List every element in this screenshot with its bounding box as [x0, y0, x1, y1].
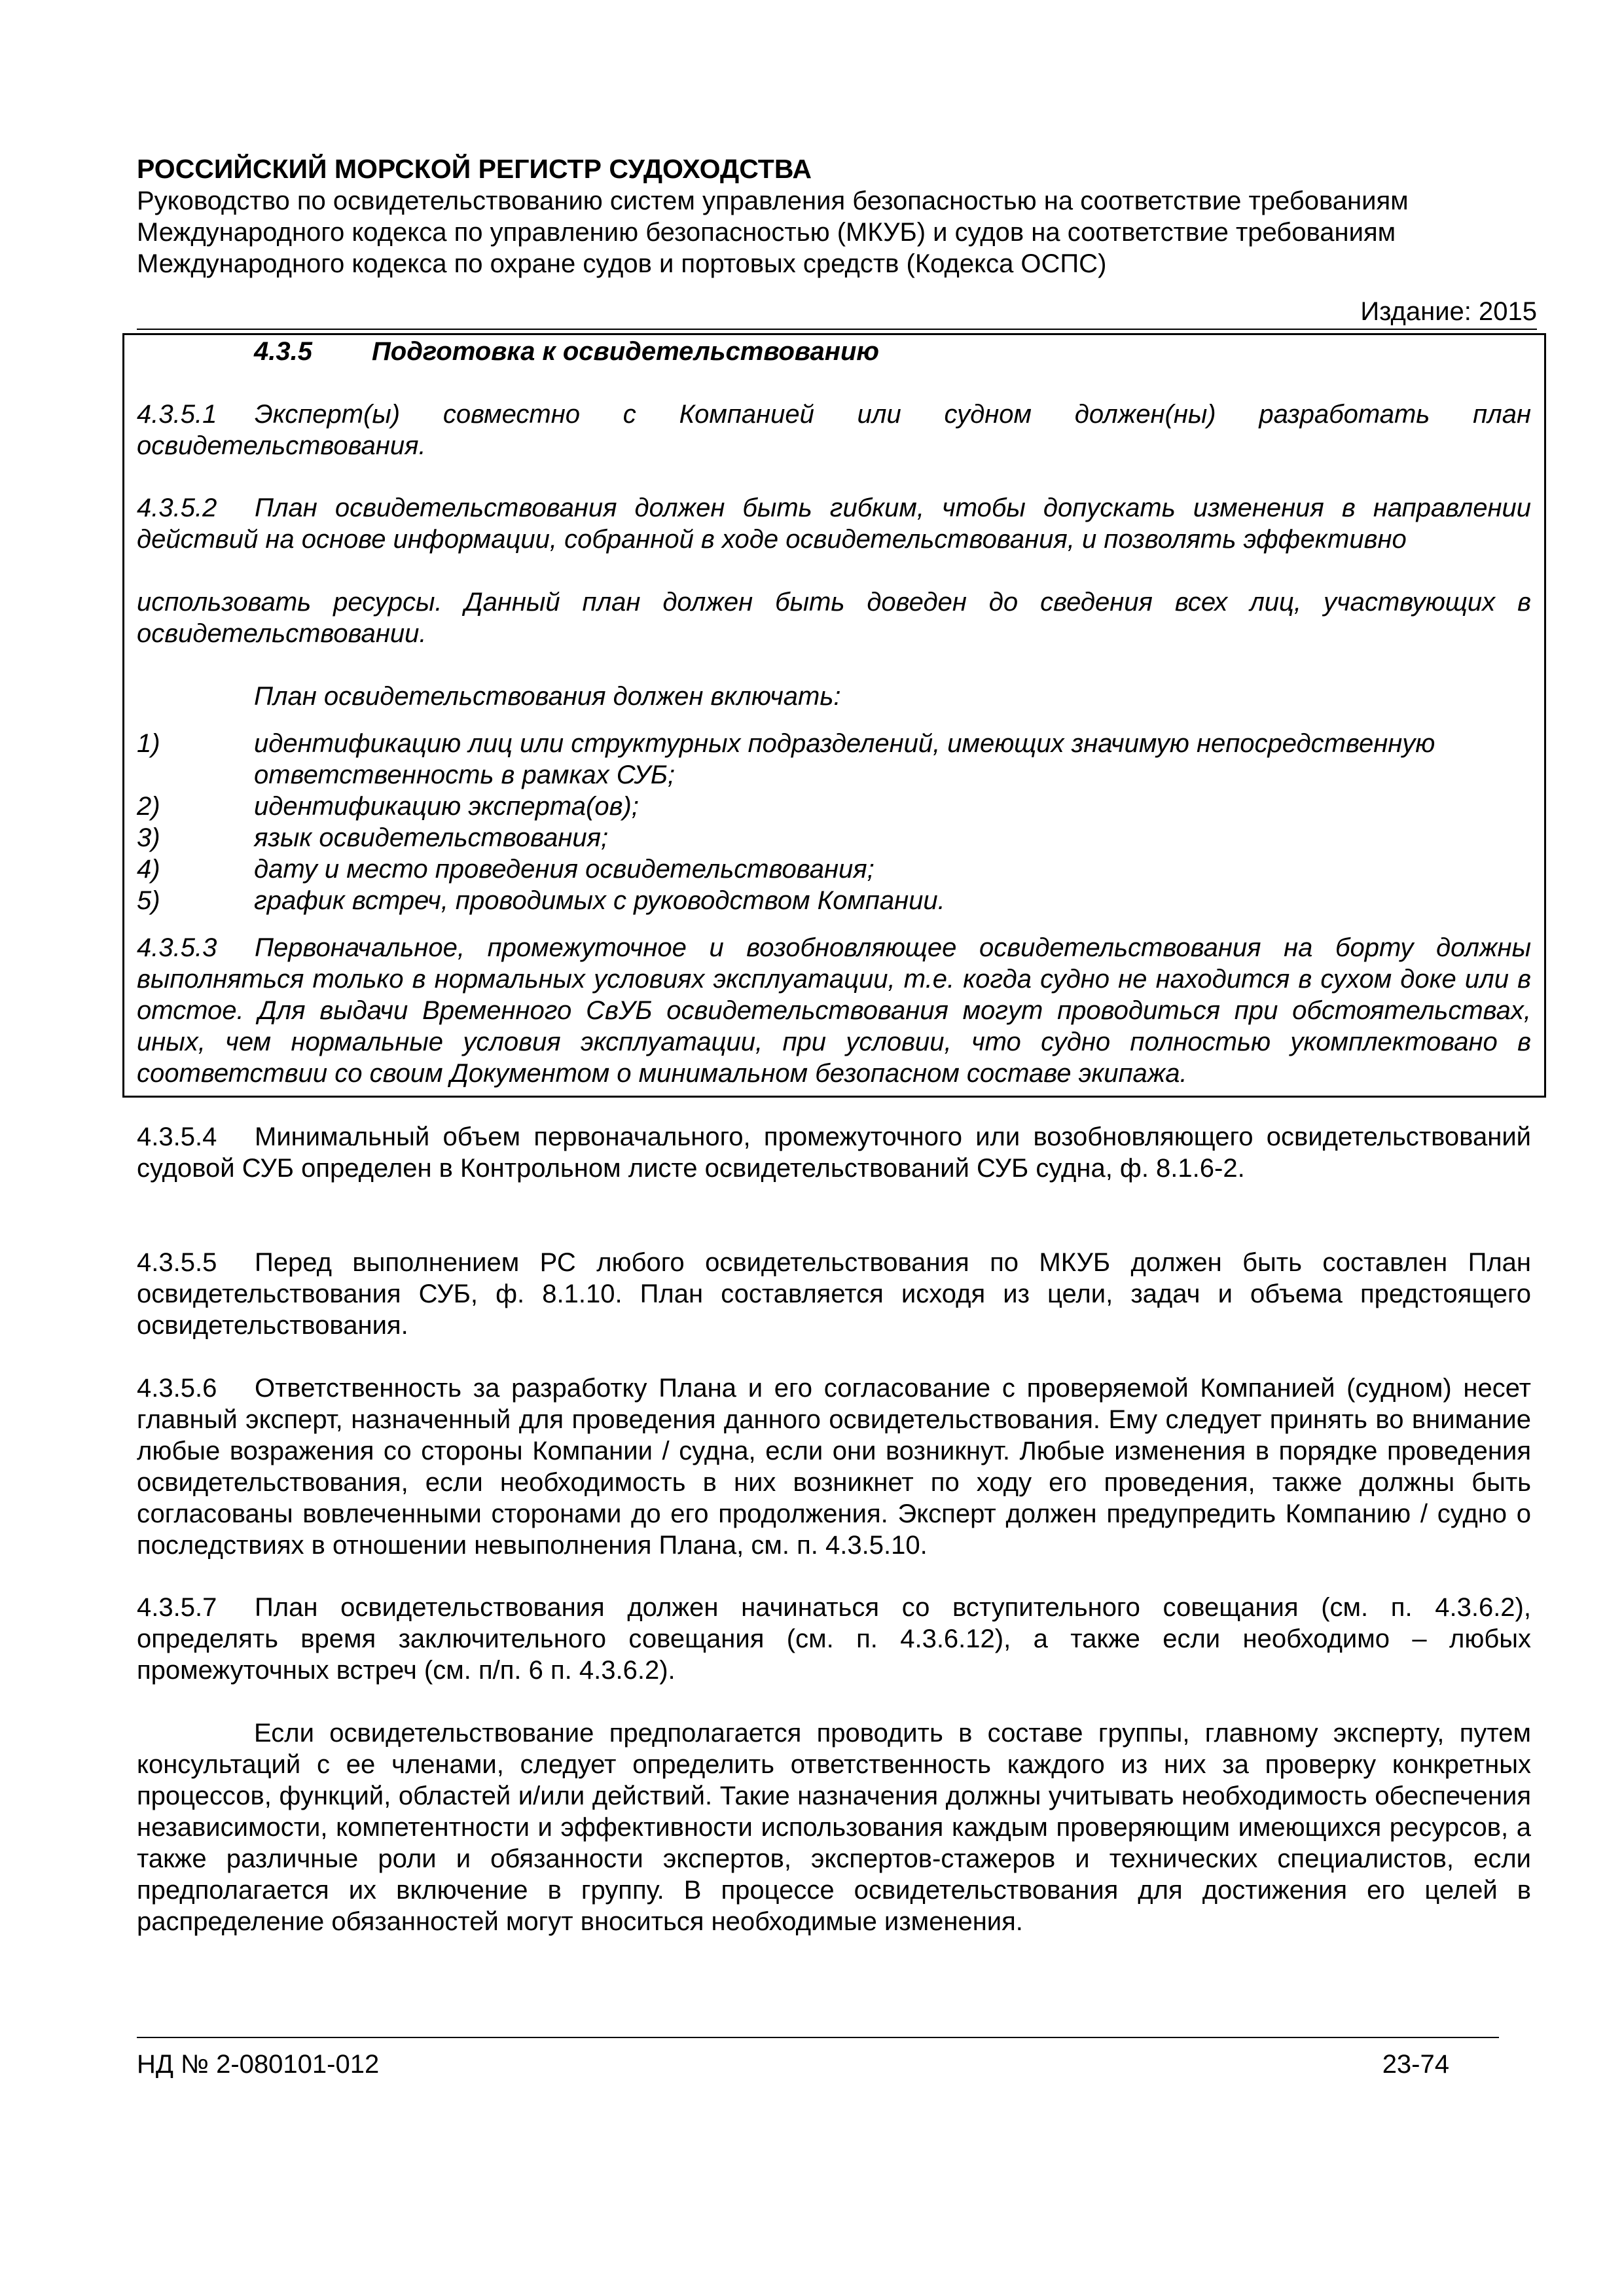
- plan-contents-intro: План освидетельствования должен включать:: [254, 682, 841, 711]
- paragraph-text: Минимальный объем первоначального, промежуточного или возобновляющего освидетельствований судовой СУБ определен в Контрольном листе освидетельствований СУБ судна, ф. 8.1.6-2.: [137, 1122, 1531, 1183]
- organization-name: РОССИЙСКИЙ МОРСКОЙ РЕГИСТР СУДОХОДСТВА: [137, 154, 812, 184]
- paragraph-4-3-5-2-continued: использовать ресурсы. Данный план должен быть доведен до сведения всех лиц, участвующих в освидетельствовании.: [137, 588, 1531, 648]
- paragraph-number: 4.3.5.5: [137, 1248, 217, 1277]
- list-item-text: идентификацию эксперта(ов);: [254, 792, 639, 821]
- paragraph-text: План освидетельствования должен быть гибким, чтобы допускать изменения в направлении действий на основе информации, собранной в ходе освидетельствования, и позволять эффективно: [137, 493, 1531, 554]
- footer-divider: [137, 2037, 1499, 2038]
- paragraph-team-audit: Если освидетельствование предполагается проводить в составе группы, главному эксперту, путем консультаций с ее членами, следует определить ответственность каждого из них за проверку конкретных процессов, функций, областей и/или действий. Такие назначения должны учитывать необходимость обеспечения независимости, компетентности и эффективности использования каждым проверяющим имеющихся ресурсов, а также различные роли и обязанности экспертов, экспертов-стажеров и технических специалистов, если предполагается их включение в группу. В процессе освидетельствования для достижения его целей в распределение обязанностей могут вноситься необходимые изменения.: [137, 1719, 1531, 1936]
- list-item-text: язык освидетельствования;: [254, 823, 609, 852]
- paragraph-4-3-5-6: [137, 1372, 1531, 1561]
- list-item: [137, 791, 1531, 822]
- list-item-number: 4): [137, 855, 160, 884]
- header-divider: [137, 329, 1537, 330]
- paragraph-text: Ответственность за разработку Плана и его согласование с проверяемой Компанией (судном) несет главный эксперт, назначенный для проведения данного освидетельствования. Ему следует принять во внимание любые возражения со стороны Компании / судна, если они возникнут. Любые изменения в порядке проведения освидетельствования, если необходимость в них возникнет по ходу его проведения, также должны быть согласованы вовлеченными сторонами до его продолжения. Эксперт должен предупредить Компанию / судно о последствиях в отношении невыполнения Плана, см. п. 4.3.5.10.: [137, 1374, 1531, 1560]
- paragraph-text: Первоначальное, промежуточное и возобновляющее освидетельствования на борту должны выполняться только в нормальных условиях эксплуатации, т.е. когда судно не находится в сухом доке или в отстое. Для выдачи Временного СвУБ освидетельствования могут проводиться при обстоятельствах, иных, чем нормальные условия эксплуатации, при условии, что судно полностью укомплектовано в соответствии со своим Документом о минимальном безопасном составе экипажа.: [137, 933, 1531, 1088]
- edition-label: Издание: 2015: [1360, 297, 1537, 326]
- guide-title-line: Международного кодекса по управлению безопасностью (МКУБ) и судов на соответствие требованиям: [137, 218, 1396, 247]
- section-heading: [254, 336, 879, 367]
- paragraph-number: 4.3.5.1: [137, 400, 217, 429]
- section-number: 4.3.5: [254, 337, 312, 366]
- guide-title-line: Руководство по освидетельствованию систем управления безопасностью на соответствие требованиям: [137, 187, 1409, 215]
- list-item: [137, 885, 1531, 916]
- paragraph-4-3-5-4: [137, 1121, 1531, 1184]
- paragraph-4-3-5-5: [137, 1247, 1531, 1341]
- paragraph-number: 4.3.5.6: [137, 1374, 217, 1403]
- paragraph-4-3-5-3: [137, 932, 1531, 1089]
- guide-title-line: Международного кодекса по охране судов и портовых средств (Кодекса ОСПС): [137, 249, 1107, 278]
- paragraph-number: 4.3.5.2: [137, 493, 217, 522]
- page-number: 23-74: [1382, 2050, 1449, 2079]
- list-item-text: идентификацию лиц или структурных подразделений, имеющих значимую непосредственную ответственность в рамках СУБ;: [254, 729, 1435, 789]
- paragraph-number: 4.3.5.4: [137, 1122, 217, 1151]
- list-item-text: дату и место проведения освидетельствования;: [254, 855, 875, 884]
- list-item-number: 5): [137, 886, 160, 915]
- list-item: [137, 822, 1531, 853]
- list-item-number: 3): [137, 823, 160, 852]
- paragraph-4-3-5-7: [137, 1592, 1531, 1686]
- guide-title: [137, 185, 1498, 279]
- paragraph-number: 4.3.5.3: [137, 933, 217, 962]
- list-item: [137, 853, 1531, 885]
- paragraph-text: Эксперт(ы) совместно с Компанией или судном должен(ны) разработать план освидетельствования.: [137, 400, 1531, 460]
- paragraph-4-3-5-2: [137, 492, 1531, 555]
- paragraph-4-3-5-1: [137, 399, 1531, 461]
- list-item-number: 1): [137, 729, 160, 758]
- section-title: Подготовка к освидетельствованию: [372, 337, 879, 366]
- paragraph-text: План освидетельствования должен начинаться со вступительного совещания (см. п. 4.3.6.2), определять время заключительного совещания (см. п. 4.3.6.12), а также если необходимо – любых промежуточных встреч (см. п/п. 6 п. 4.3.6.2).: [137, 1593, 1531, 1685]
- list-item-text: график встреч, проводимых с руководством Компании.: [254, 886, 945, 915]
- list-item: [137, 728, 1531, 791]
- document-number: НД № 2-080101-012: [137, 2050, 380, 2079]
- paragraph-number: 4.3.5.7: [137, 1593, 217, 1622]
- paragraph-text: Перед выполнением РС любого освидетельствования по МКУБ должен быть составлен План освидетельствования СУБ, ф. 8.1.10. План составляется исходя из цели, задач и объема предстоящего освидетельствования.: [137, 1248, 1531, 1340]
- list-item-number: 2): [137, 792, 160, 821]
